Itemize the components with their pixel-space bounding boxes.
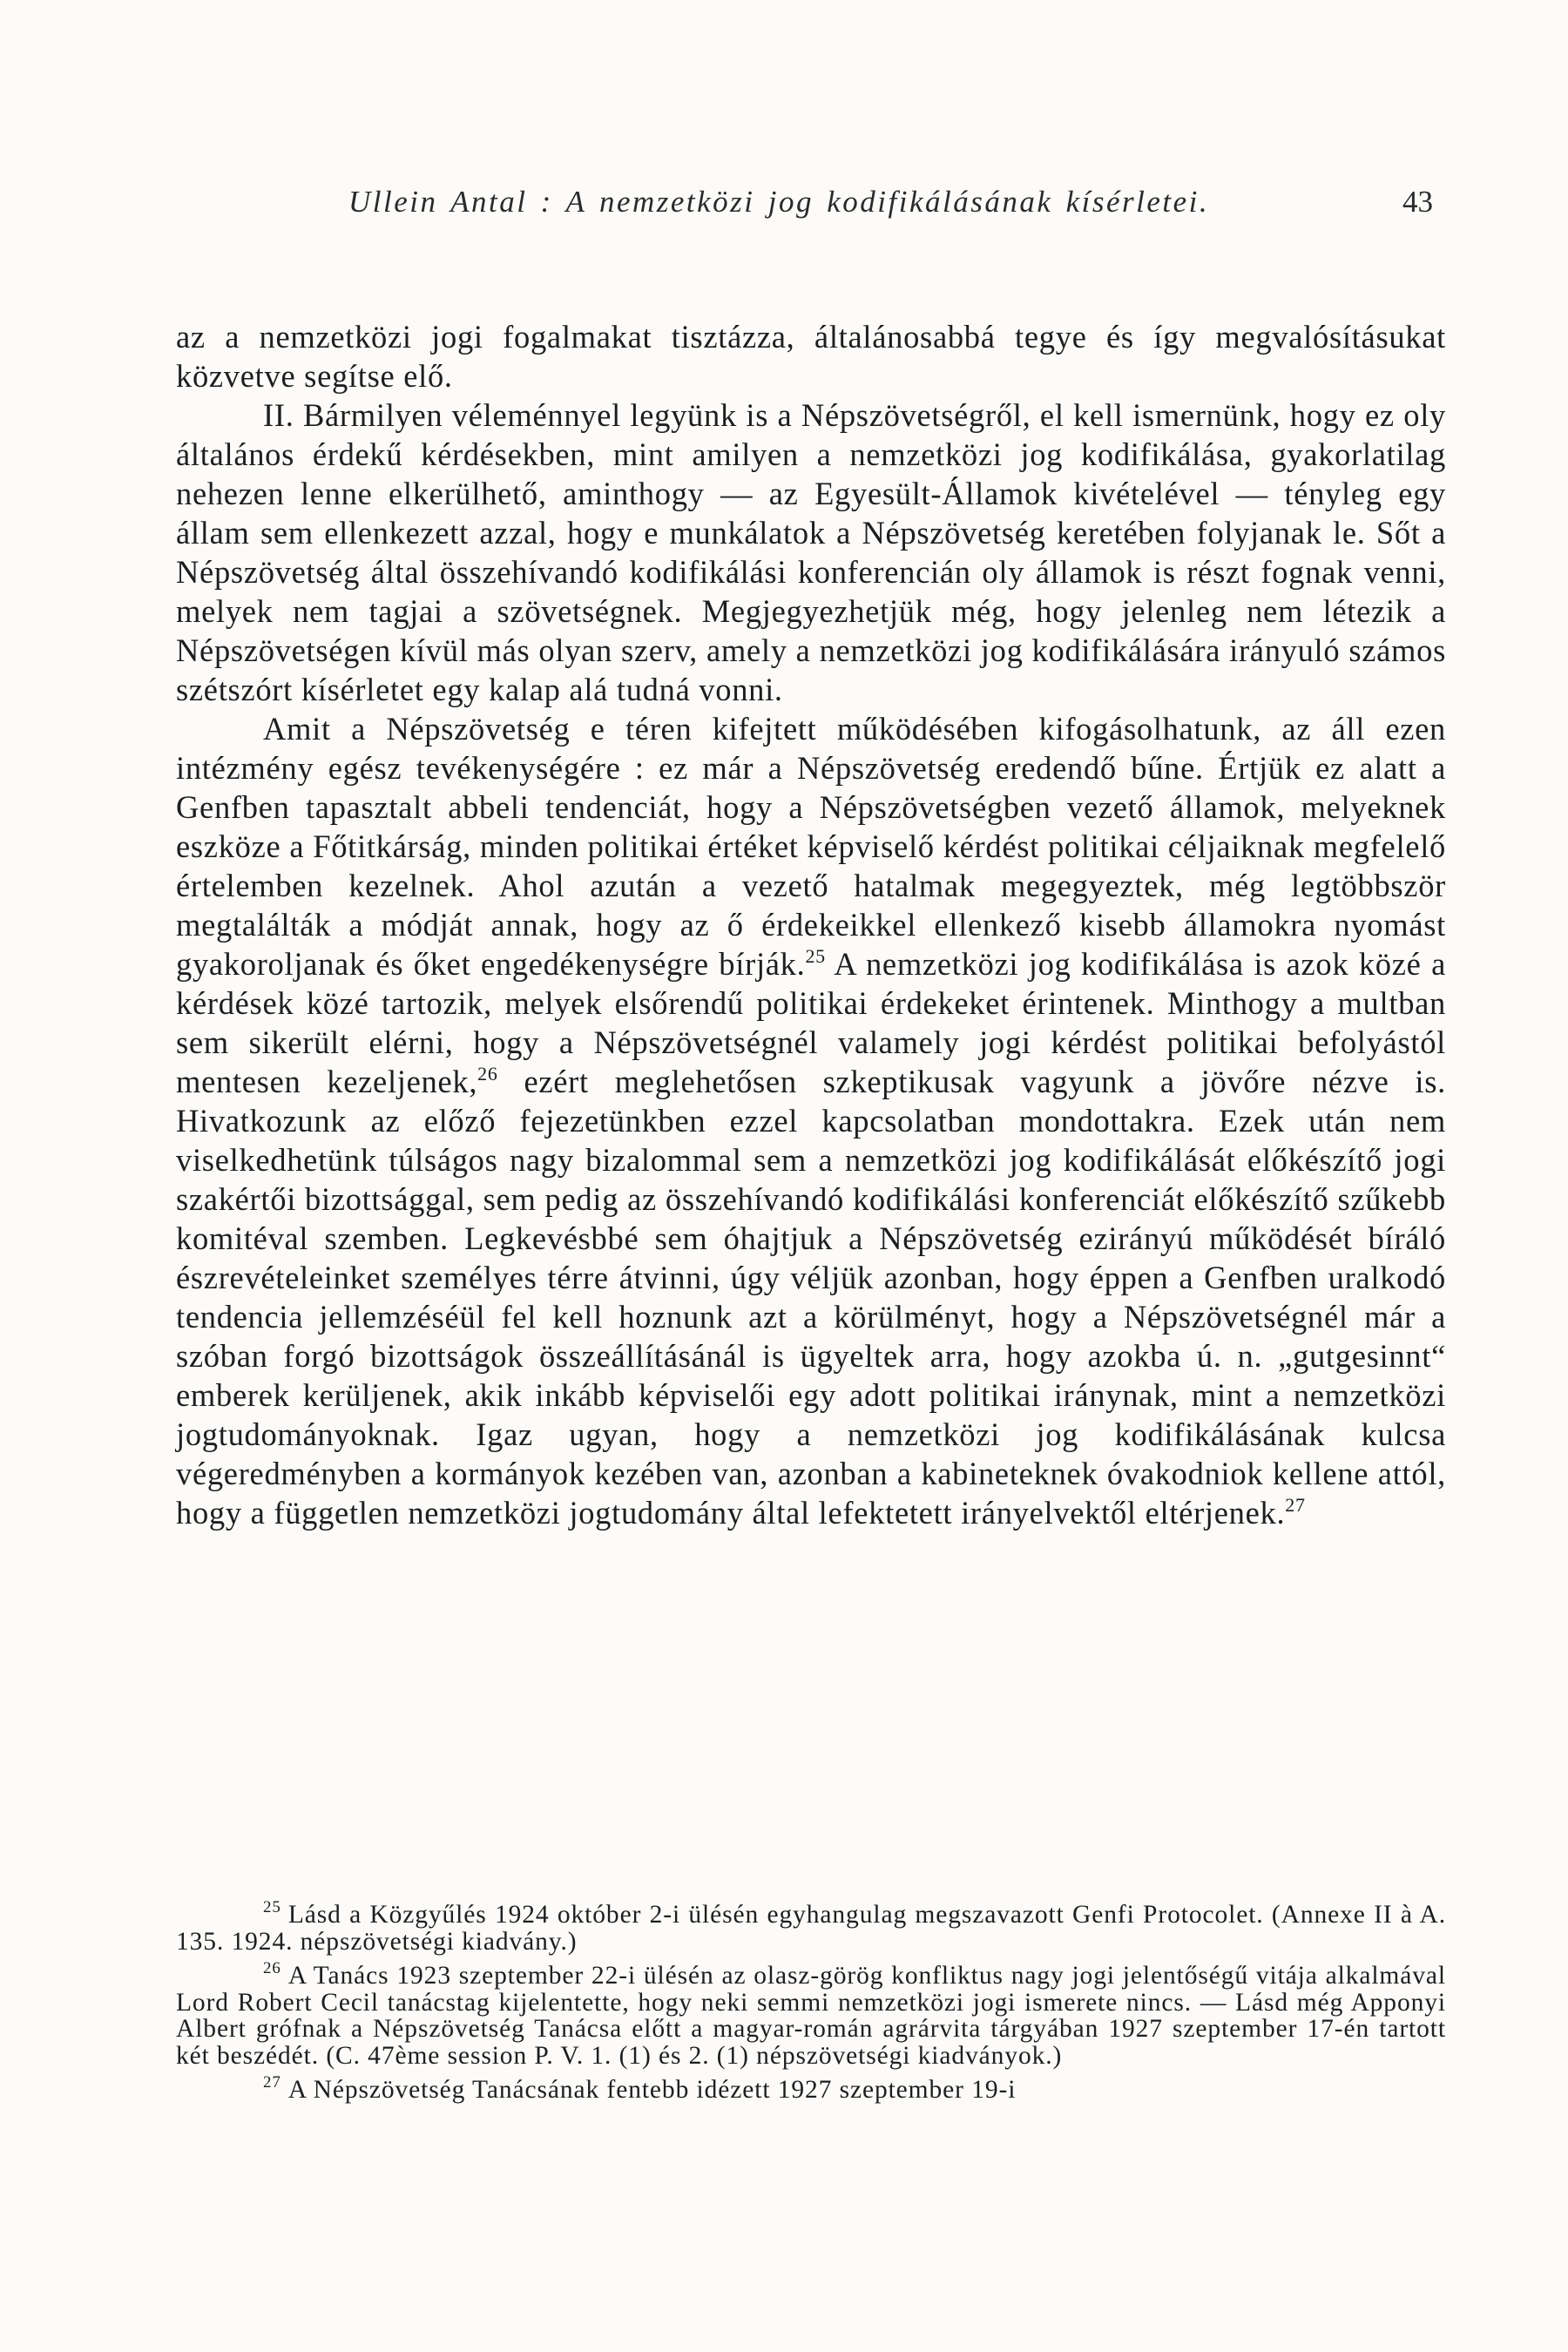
footnote-text: A Népszövetség Tanácsának fentebb idézett 1927 szeptember 19-i: [287, 2076, 1017, 2104]
paragraph-section-ii: II. Bármilyen véleménnyel legyünk is a Népszövetségről, el kell ismernünk, hogy ez oly általános érdekű kérdésekben, mint amilyen a nemzetközi jog kodifikálása, gyakorlatilag nehezen lenne elkerülhető, aminthogy — az Egyesült-Államok kivételével — tényleg egy állam sem ellenkezett azzal, hogy e munkálatok a Népszövetség keretében folyjanak le. Sőt a Népszövetség által összehívandó kodifikálási konferencián oly államok is részt fognak venni, melyek nem tagjai a szövetségnek. Megjegyezhetjük még, hogy jelenleg nem létezik a Népszövetségen kívül más olyan szerv, amely a nemzetközi jog kodifikálására irányuló számos szétszórt kísérletet egy kalap alá tudná vonni.: [176, 397, 1446, 707]
body-text: [176, 317, 1446, 1532]
footnote-25: [176, 1898, 1446, 1956]
footnote-26: [176, 1959, 1446, 2070]
footnote-ref-26[interactable]: 26: [477, 1063, 498, 1085]
footnote-ref-27[interactable]: 27: [1285, 1494, 1306, 1516]
footnote-27: [176, 2073, 1446, 2104]
paragraph-text-part-2: A nemzetközi jog kodifikálása is azok közé a kérdések közé tartozik, melyek elsőrendű politikai érdekeket érintenek. Minthogy a multban sem sikerült elérni, hogy a Népszövetségnél valamely jogi kérdést politikai befolyástól mentesen kezeljenek,: [176, 946, 1446, 1099]
footnote-number: 27: [263, 2073, 281, 2092]
paragraph-continuation: az a nemzetközi jogi fogalmakat tisztázza, általánosabbá tegye és így megvalósításukat közvetve segítse elő.: [176, 319, 1446, 394]
footnote-number: 26: [263, 1959, 281, 1977]
paragraph-text-part-3: ezért meglehetősen szkeptikusak vagyunk a jövőre nézve is. Hivatkozunk az előző fejezetünkben ezzel kapcsolatban mondottakra. Ezek után nem viselkedhetünk túlságos nagy bizalommal sem a nemzetközi jog kodifikálását előkészítő jogi szakértői bizottsággal, sem pedig az összehívandó kodifikálási konferenciát előkészítő szűkebb komitéval szemben. Legkevésbbé sem óhajtjuk a Népszövetség ezirányú működését bíráló észrevételeinket személyes térre átvinni, úgy véljük azonban, hogy éppen a Genfben uralkodó tendencia jellemzéséül fel kell hoznunk azt a körülményt, hogy a Népszövetségnél már a szóban forgó bizottságok összeállításánál is ügyeltek arra, hogy azokba ú. n. „gutgesinnt“ emberek kerüljenek, akik inkább képviselői egy adott politikai iránynak, mint a nemzetközi jogtudományoknak. Igaz ugyan, hogy a nemzetközi jog kodifikálásának kulcsa végeredményben a kormányok kezében van, azonban a kabineteknek óvakodniok kellene attól, hogy a független nemzetközi jogtudomány által lefektetett irányelvektől eltérjenek.: [176, 1064, 1447, 1531]
page-number: 43: [1402, 185, 1433, 219]
running-head: [0, 185, 1568, 233]
running-title: Ullein Antal : A nemzetközi jog kodifikálásának kísérletei.: [348, 185, 1210, 219]
footnote-number: 25: [263, 1898, 281, 1916]
footnote-text: A Tanács 1923 szeptember 22-i ülésén az olasz-görög konfliktus nagy jogi jelentőségű vitája alkalmával Lord Robert Cecil tanácstag kijelentette, hogy neki semmi nemzetközi jogi ismerete nincs. — Lásd még Apponyi Albert grófnak a Népszövetség Tanácsa előtt a magyar-román agrárvita tárgyában 1927 szeptember 17-én tartott két beszédét. (C. 47ème session P. V. 1. (1) és 2. (1) népszövetségi kiadványok.): [176, 1962, 1446, 2070]
footnote-ref-25[interactable]: 25: [805, 945, 826, 967]
paragraph-text-part-1: Amit a Népszövetség e téren kifejtett működésében kifogásolhatunk, az áll ezen intézmény egész tevékenységére : ez már a Népszövetség eredendő bűne. Értjük ez alatt a Genfben tapasztalt abbeli tendenciát, hogy a Népszövetségben vezető államok, melyeknek eszköze a Főtitkárság, minden politikai értéket képviselő kérdést politikai céljaiknak megfelelő értelemben kezelnek. Ahol azután a vezető hatalmak megegyeztek, még legtöbbször megtalálták a módját annak, hogy az ő érdekeikkel ellenkező kisebb államokra nyomást gyakoroljanak és őket engedékenységre bírják.: [176, 711, 1446, 982]
footnote-text: Lásd a Közgyűlés 1924 október 2-i ülésén egyhangulag megszavazott Genfi Protocolet. (Annexe II à A. 135. 1924. népszövetségi kiadvány.): [176, 1901, 1446, 1956]
paragraph-critique: [176, 709, 1446, 1532]
footnotes: [176, 1898, 1446, 2112]
